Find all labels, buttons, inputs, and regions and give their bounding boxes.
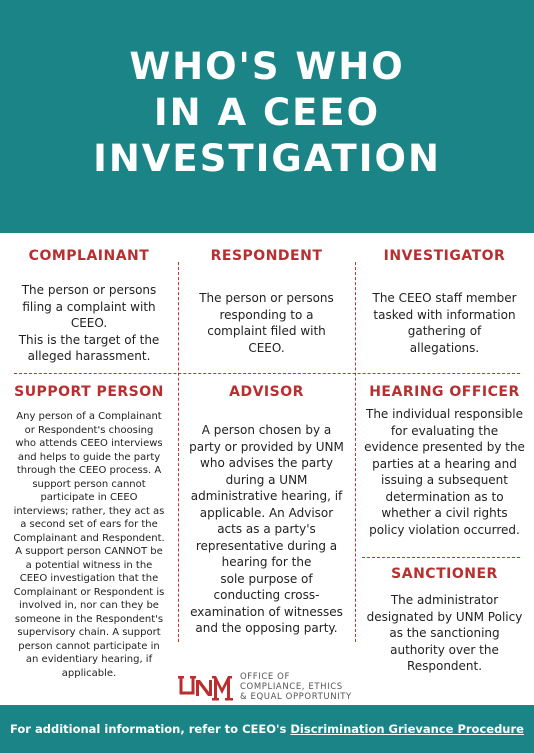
desc-line: parties at a hearing and: [372, 456, 517, 471]
desc-line: support person cannot: [32, 478, 146, 490]
role-title: HEARING OFFICER: [369, 384, 520, 400]
divider-horizontal-right: [362, 557, 520, 558]
desc-line: through the CEEO process. A: [16, 465, 162, 476]
desc-line: who attends CEEO interviews: [15, 438, 163, 449]
desc-line: involved in, nor can they be: [19, 600, 159, 611]
grievance-procedure-link[interactable]: Discrimination Grievance Procedure: [290, 722, 524, 736]
desc-line: The person or persons: [21, 283, 157, 297]
desc-line: Complainant and Respondent.: [13, 532, 165, 544]
desc-line: evidence presented by the: [364, 440, 525, 454]
desc-line: CEEO.: [70, 316, 108, 330]
role-investigator: [355, 248, 534, 356]
role-description: [178, 290, 355, 356]
title-line-2: IN A CEEO: [153, 91, 381, 134]
desc-line: participate in CEEO: [40, 492, 138, 503]
desc-line: applicable.: [61, 667, 117, 679]
desc-line: complaint filed with: [207, 324, 326, 338]
desc-line: The individual responsible: [366, 407, 523, 421]
desc-line: This is the target of the: [18, 332, 160, 347]
footer-bar: [0, 705, 534, 753]
desc-line: and helps to guide the party: [17, 451, 161, 463]
desc-line: CEEO investigation that the: [19, 573, 159, 584]
desc-line: allegations.: [409, 340, 480, 355]
role-description: [0, 410, 178, 680]
desc-line: designated by UNM Policy: [366, 609, 523, 624]
desc-line: party or provided by UNM: [189, 439, 344, 454]
role-title: RESPONDENT: [210, 248, 323, 264]
desc-line: Complainant or Respondent is: [13, 586, 165, 598]
desc-line: responding to a: [219, 307, 314, 322]
logo-line-1: OFFICE OF: [240, 672, 290, 682]
footer-text: For additional information, refer to CEEO's: [10, 722, 291, 736]
desc-line: sole purpose of: [220, 571, 313, 586]
desc-line: issuing a subsequent: [380, 473, 508, 487]
desc-line: a second set of ears for the: [20, 519, 158, 530]
role-support-person: [0, 384, 178, 680]
role-title: ADVISOR: [229, 384, 304, 400]
desc-line: alleged harassment.: [27, 349, 151, 363]
desc-line: representative during a: [195, 538, 338, 553]
role-description: [0, 282, 178, 365]
page-title: [0, 44, 534, 182]
desc-line: or Respondent's choosing: [24, 424, 154, 436]
desc-line: gathering of: [407, 324, 482, 338]
header-banner: [0, 0, 534, 233]
desc-line: policy violation occurred.: [369, 522, 520, 537]
logo-line-3: & EQUAL OPPORTUNITY: [240, 692, 352, 702]
divider-horizontal-middle: [14, 373, 520, 374]
role-description: [355, 592, 534, 675]
desc-line: person cannot participate in: [18, 640, 160, 652]
desc-line: and the opposing party.: [195, 621, 338, 635]
desc-line: an evidentiary hearing, if: [25, 654, 153, 665]
desc-line: authority over the: [390, 642, 499, 657]
logo-text: [240, 672, 352, 702]
desc-line: A support person CANNOT be: [15, 546, 163, 557]
desc-line: a potential witness in the: [25, 559, 153, 571]
desc-line: as the sanctioning: [389, 626, 500, 640]
title-line-1: WHO'S WHO: [129, 45, 405, 88]
logo-mark-text: UNM: [176, 670, 179, 671]
desc-line: CEEO.: [248, 340, 285, 355]
desc-line: conducting cross-: [213, 588, 320, 602]
role-title: SANCTIONER: [391, 566, 498, 582]
desc-line: administrative hearing, if: [190, 489, 343, 503]
role-description: [355, 406, 534, 538]
desc-line: someone in the Respondent's: [14, 613, 164, 625]
logo-line-2: COMPLIANCE, ETHICS: [240, 682, 343, 692]
desc-line: Respondent.: [406, 659, 483, 673]
desc-line: A person chosen by a: [201, 423, 332, 437]
role-description: [355, 290, 534, 356]
desc-line: hearing for the: [221, 555, 312, 569]
role-title: SUPPORT PERSON: [14, 384, 164, 400]
desc-line: supervisory chain. A support: [17, 627, 161, 638]
role-complainant: [0, 248, 178, 365]
title-line-3: INVESTIGATION: [93, 137, 441, 180]
role-sanctioner: [355, 566, 534, 675]
desc-line: determination as to: [385, 489, 504, 504]
role-hearing-officer: [355, 384, 534, 538]
ceeo-logo: [176, 670, 376, 704]
role-description: [178, 422, 355, 637]
desc-line: tasked with information: [373, 307, 516, 322]
desc-line: who advises the party: [200, 456, 333, 470]
desc-line: acts as a party's: [217, 522, 316, 536]
desc-line: interviews; rather, they act as: [13, 505, 165, 517]
role-advisor: [178, 384, 355, 637]
desc-line: during a UNM: [225, 472, 308, 487]
desc-line: Any person of a Complainant: [16, 411, 162, 422]
desc-line: applicable. An Advisor: [199, 505, 334, 520]
desc-line: The person or persons: [199, 291, 334, 305]
unm-logo-mark: [176, 670, 234, 704]
desc-line: whether a civil rights: [381, 506, 508, 520]
role-respondent: [178, 248, 355, 356]
role-title: COMPLAINANT: [28, 248, 150, 264]
role-title: INVESTIGATOR: [383, 248, 506, 264]
desc-line: The administrator: [390, 593, 499, 607]
desc-line: for evaluating the: [390, 423, 499, 438]
desc-line: examination of witnesses: [190, 604, 343, 619]
desc-line: filing a complaint with: [22, 299, 156, 314]
desc-line: The CEEO staff member: [372, 291, 517, 305]
